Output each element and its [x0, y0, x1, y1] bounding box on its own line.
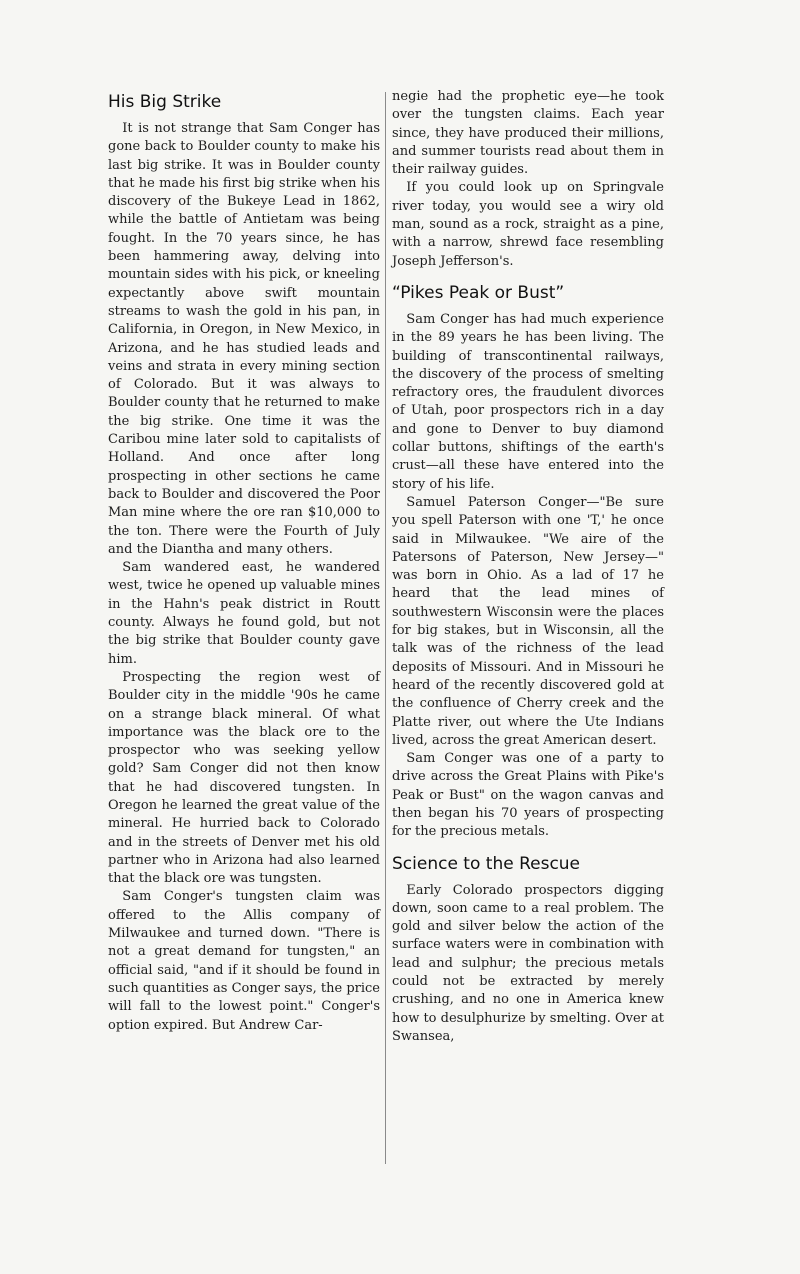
paragraph: Prospecting the region west of Boulder city in the middle '90s he came on a strange black mineral. Of what importance was the black ore to the prospector who was seeking yellow gold? Sam Conger did not then know that he had discovered tungsten. In Oregon he learned the great value of the mineral. He hurried back to Colorado and in the streets of Denver met his old partner who in Arizona had also learned that the black ore was tungsten.	[108, 669, 380, 887]
left-column	[108, 88, 380, 1035]
right-column	[392, 88, 664, 1046]
paragraph: negie had the prophetic eye—he took over the tungsten claims. Each year since, they have produced their millions, and summer tourists read about them in their railway guides.	[392, 89, 664, 178]
paragraph: Early Colorado prospectors digging down, soon came to a real problem. The gold and silver below the action of the surface waters were in combination with lead and sulphur; the precious metals could not be extracted by merely crushing, and no one in America knew how to desulphurize by smelting. Over at Swansea,	[392, 882, 664, 1044]
section-heading-pikes-peak: “Pikes Peak or Bust”	[392, 282, 565, 303]
paragraph: Sam Conger was one of a party to drive across the Great Plains with Pike's Peak or Bust" on the wagon canvas and then began his 70 years of prospecting for the precious metals.	[392, 751, 664, 840]
paragraph: Sam Conger has had much experience in the 89 years he has been living. The building of transcontinental railways, the discovery of the process of smelting refractory ores, the fraudulent divorces of Utah, poor prospectors rich in a day and gone to Denver to buy diamond collar buttons, shiftings of the earth's crust—all these have entered into the story of his life.	[392, 311, 664, 492]
paragraph: It is not strange that Sam Conger has gone back to Boulder county to make his last big strike. It was in Boulder county that he made his first big strike when his discovery of the Bukeye Lead in 1862, while the battle of Antietam was being fought. In the 70 years since, he has been hammering away, delving into mountain sides with his pick, or kneeling expectantly above swift mountain streams to wash the gold in his pan, in California, in Oregon, in New Mexico, in Arizona, and he has studied leads and veins and strata in every mining section of Colorado. But it was always to Boulder county that he returned to make the big strike. One time it was the Caribou mine later sold to capitalists of Holland. And once after long prospecting in other sections he came back to Boulder and discovered the Poor Man mine where the ore ran $10,000 to the ton. There were the Fourth of July and the Diantha and many others.	[108, 121, 380, 557]
paragraph: If you could look up on Springvale river today, you would see a wiry old man, sound as a rock, straight as a pine, with a narrow, shrewd face resembling Joseph Jefferson's.	[392, 180, 664, 269]
column-divider	[385, 92, 386, 1164]
paragraph: Sam Conger's tungsten claim was offered to the Allis company of Milwaukee and turned down. "There is not a great demand for tungsten," an official said, "and if it should be found in such quantities as Conger says, the price will fall to the lowest point." Conger's option expired. But Andrew Car-	[108, 889, 380, 1033]
section-heading-his-big-strike: His Big Strike	[108, 92, 222, 112]
section-heading-science: Science to the Rescue	[392, 853, 581, 874]
paragraph: Samuel Paterson Conger—"Be sure you spell Paterson with one 'T,' he once said in Milwaukee. "We aire of the Patersons of Paterson, New Jersey—" was born in Ohio. As a lad of 17 he heard that the lead mines of southwestern Wisconsin were the places for big stakes, but in Wisconsin, all the talk was of the richness of the lead deposits of Missouri. And in Missouri he heard of the recently discovered gold at the confluence of Cherry creek and the Platte river, out where the Ute Indians lived, across the great American desert.	[392, 494, 664, 748]
paragraph: Sam wandered east, he wandered west, twice he opened up valuable mines in the Hahn's peak district in Routt county. Always he found gold, but not the big strike that Boulder county gave him.	[108, 560, 380, 667]
